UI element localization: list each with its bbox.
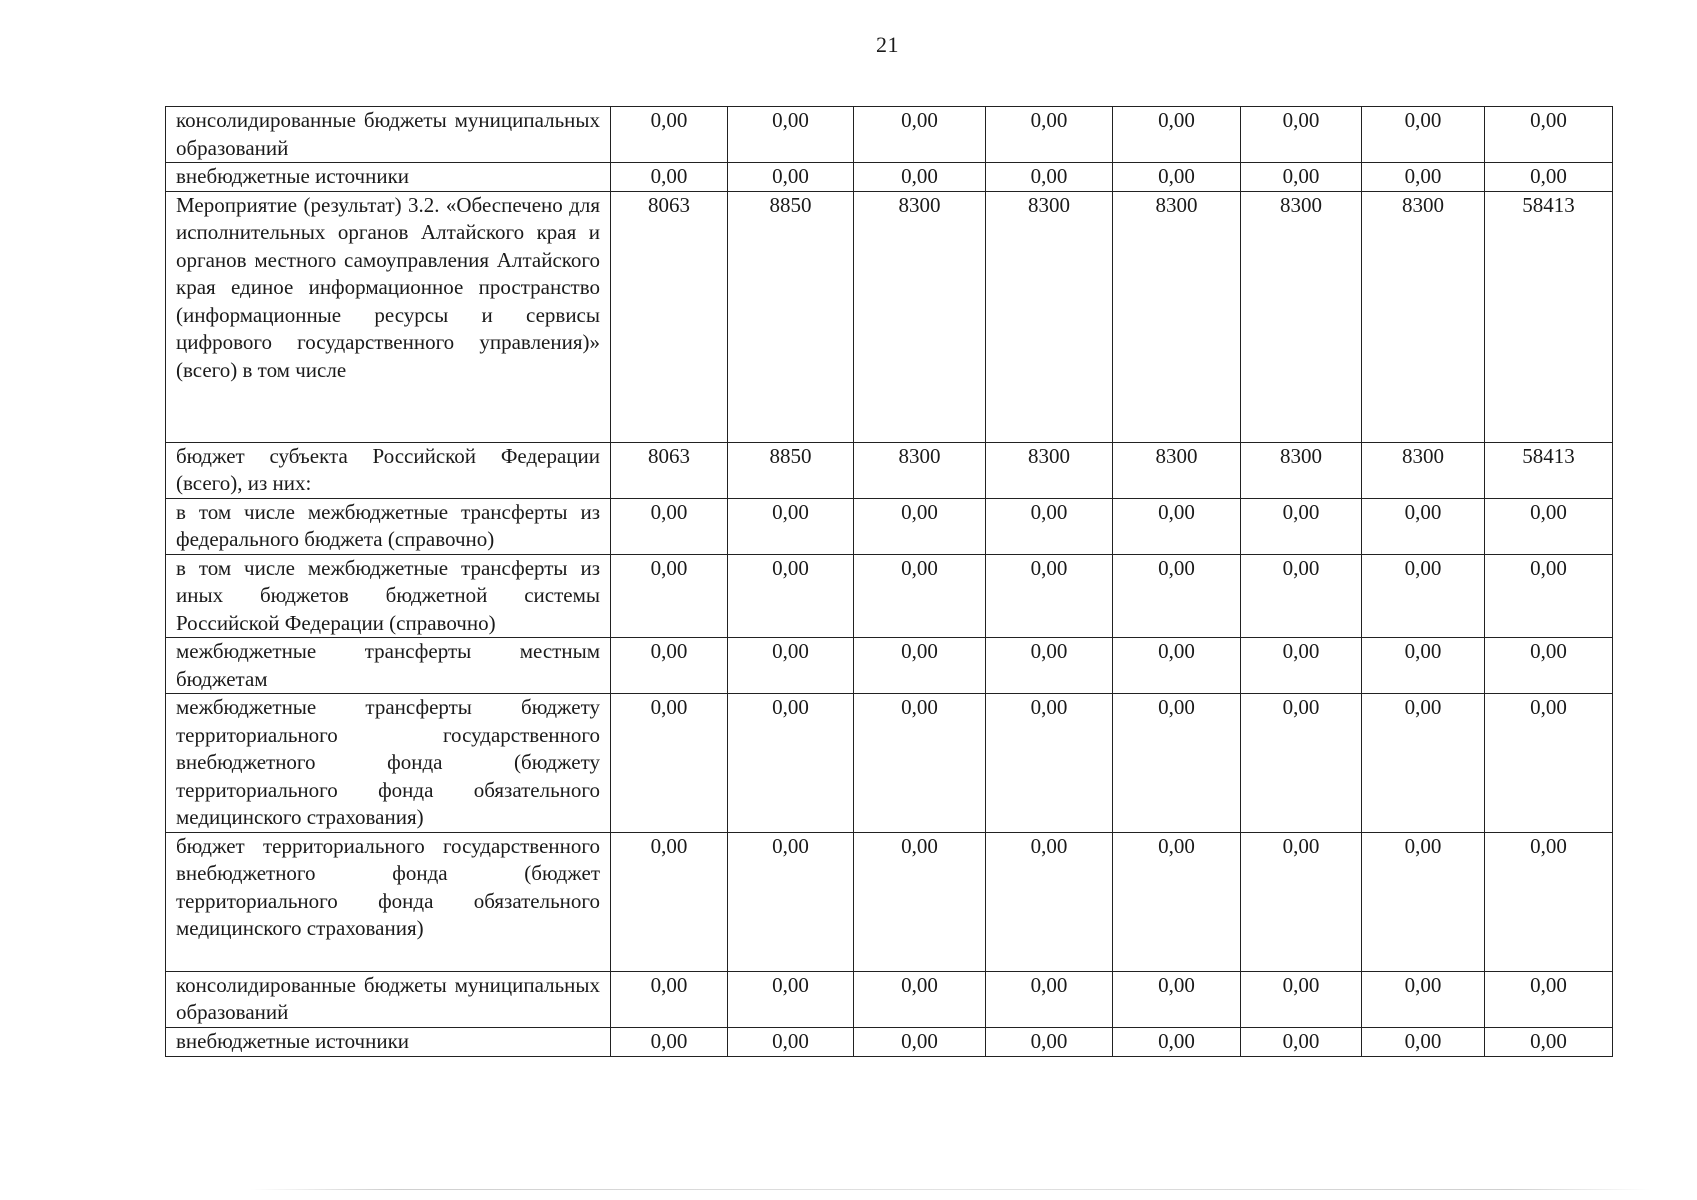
value-cell: 0,00 [1113, 1027, 1241, 1056]
value-cell: 0,00 [728, 163, 854, 192]
value-cell: 0,00 [854, 163, 986, 192]
value-cell: 8300 [1241, 191, 1362, 442]
value-cell: 0,00 [986, 832, 1113, 971]
value-cell: 8300 [854, 442, 986, 498]
value-cell: 0,00 [611, 832, 728, 971]
value-cell: 8300 [1362, 442, 1485, 498]
value-cell: 0,00 [1485, 694, 1613, 833]
value-cell: 0,00 [611, 694, 728, 833]
value-cell: 0,00 [1362, 832, 1485, 971]
row-label: бюджет субъекта Российской Федерации (всего), из них: [166, 442, 611, 498]
table-row [166, 107, 1613, 163]
value-cell: 8300 [986, 191, 1113, 442]
value-cell: 8300 [1241, 442, 1362, 498]
value-cell: 0,00 [986, 1027, 1113, 1056]
value-cell: 0,00 [728, 498, 854, 554]
row-label: межбюджетные трансферты местным бюджетам [166, 638, 611, 694]
row-label: консолидированные бюджеты муниципальных образований [166, 971, 611, 1027]
value-cell: 0,00 [1485, 971, 1613, 1027]
value-cell: 0,00 [1362, 163, 1485, 192]
value-cell: 0,00 [1241, 638, 1362, 694]
table-row [166, 498, 1613, 554]
value-cell: 8850 [728, 191, 854, 442]
value-cell: 0,00 [1113, 498, 1241, 554]
value-cell: 0,00 [1362, 107, 1485, 163]
value-cell: 0,00 [854, 638, 986, 694]
value-cell: 0,00 [1113, 971, 1241, 1027]
value-cell: 8300 [986, 442, 1113, 498]
value-cell: 8300 [1113, 442, 1241, 498]
value-cell: 0,00 [986, 971, 1113, 1027]
row-label: в том числе межбюджетные трансферты из федерального бюджета (справочно) [166, 498, 611, 554]
value-cell: 0,00 [611, 163, 728, 192]
value-cell: 0,00 [1241, 107, 1362, 163]
table-row [166, 638, 1613, 694]
table-row [166, 191, 1613, 442]
page-number: 21 [876, 32, 899, 57]
value-cell: 8063 [611, 191, 728, 442]
value-cell: 0,00 [1362, 971, 1485, 1027]
value-cell: 0,00 [611, 498, 728, 554]
value-cell: 0,00 [611, 638, 728, 694]
row-label: консолидированные бюджеты муниципальных образований [166, 107, 611, 163]
value-cell: 0,00 [1113, 107, 1241, 163]
value-cell: 0,00 [986, 638, 1113, 694]
row-label: внебюджетные источники [166, 1027, 611, 1056]
value-cell: 8300 [1362, 191, 1485, 442]
value-cell: 0,00 [1241, 163, 1362, 192]
value-cell: 0,00 [1485, 1027, 1613, 1056]
value-cell: 0,00 [1241, 498, 1362, 554]
value-cell: 0,00 [986, 694, 1113, 833]
value-cell: 0,00 [728, 971, 854, 1027]
value-cell: 8850 [728, 442, 854, 498]
row-label: в том числе межбюджетные трансферты из иных бюджетов бюджетной системы Российской Федерации (справочно) [166, 554, 611, 638]
value-cell: 0,00 [1362, 638, 1485, 694]
value-cell: 0,00 [854, 107, 986, 163]
value-cell: 0,00 [1485, 554, 1613, 638]
value-cell: 0,00 [1241, 971, 1362, 1027]
value-cell: 0,00 [1362, 554, 1485, 638]
table-row [166, 694, 1613, 833]
budget-table [165, 106, 1613, 1057]
value-cell: 58413 [1485, 442, 1613, 498]
value-cell: 0,00 [611, 554, 728, 638]
value-cell: 0,00 [1485, 498, 1613, 554]
table-row [166, 832, 1613, 971]
scan-artifact-line [250, 1189, 1650, 1190]
value-cell: 0,00 [1241, 1027, 1362, 1056]
value-cell: 0,00 [611, 1027, 728, 1056]
table-row [166, 442, 1613, 498]
value-cell: 0,00 [986, 498, 1113, 554]
value-cell: 0,00 [1241, 694, 1362, 833]
value-cell: 0,00 [1485, 832, 1613, 971]
value-cell: 0,00 [728, 832, 854, 971]
value-cell: 8300 [854, 191, 986, 442]
value-cell: 0,00 [728, 554, 854, 638]
row-label: Мероприятие (результат) 3.2. «Обеспечено для исполнительных органов Алтайского края и органов местного самоуправления Алтайского края единое информационное пространство (информационные ресурсы и сервисы цифрового государственного управления)» (всего) в том числе [166, 191, 611, 442]
value-cell: 0,00 [854, 554, 986, 638]
value-cell: 8300 [1113, 191, 1241, 442]
value-cell: 0,00 [1113, 163, 1241, 192]
row-label: внебюджетные источники [166, 163, 611, 192]
value-cell: 0,00 [1241, 832, 1362, 971]
value-cell: 0,00 [728, 638, 854, 694]
table-row [166, 971, 1613, 1027]
value-cell: 0,00 [728, 107, 854, 163]
value-cell: 0,00 [1362, 498, 1485, 554]
value-cell: 0,00 [1485, 163, 1613, 192]
value-cell: 0,00 [1485, 107, 1613, 163]
value-cell: 0,00 [986, 163, 1113, 192]
value-cell: 0,00 [728, 694, 854, 833]
value-cell: 0,00 [854, 498, 986, 554]
value-cell: 0,00 [854, 1027, 986, 1056]
value-cell: 0,00 [1485, 638, 1613, 694]
value-cell: 0,00 [1113, 694, 1241, 833]
value-cell: 0,00 [728, 1027, 854, 1056]
value-cell: 0,00 [986, 554, 1113, 638]
value-cell: 0,00 [1113, 832, 1241, 971]
value-cell: 0,00 [854, 971, 986, 1027]
value-cell: 0,00 [854, 694, 986, 833]
table-row [166, 1027, 1613, 1056]
value-cell: 0,00 [1241, 554, 1362, 638]
row-label: межбюджетные трансферты бюджету территориального государственного внебюджетного фонда (бюджету территориального фонда обязательного медицинского страхования) [166, 694, 611, 833]
value-cell: 0,00 [611, 107, 728, 163]
value-cell: 0,00 [854, 832, 986, 971]
table-row [166, 163, 1613, 192]
value-cell: 0,00 [1362, 1027, 1485, 1056]
value-cell: 0,00 [1113, 554, 1241, 638]
row-label: бюджет территориального государственного внебюджетного фонда (бюджет территориального фонда обязательного медицинского страхования) [166, 832, 611, 971]
value-cell: 0,00 [611, 971, 728, 1027]
value-cell: 0,00 [986, 107, 1113, 163]
value-cell: 8063 [611, 442, 728, 498]
value-cell: 0,00 [1362, 694, 1485, 833]
table-row [166, 554, 1613, 638]
value-cell: 0,00 [1113, 638, 1241, 694]
value-cell: 58413 [1485, 191, 1613, 442]
